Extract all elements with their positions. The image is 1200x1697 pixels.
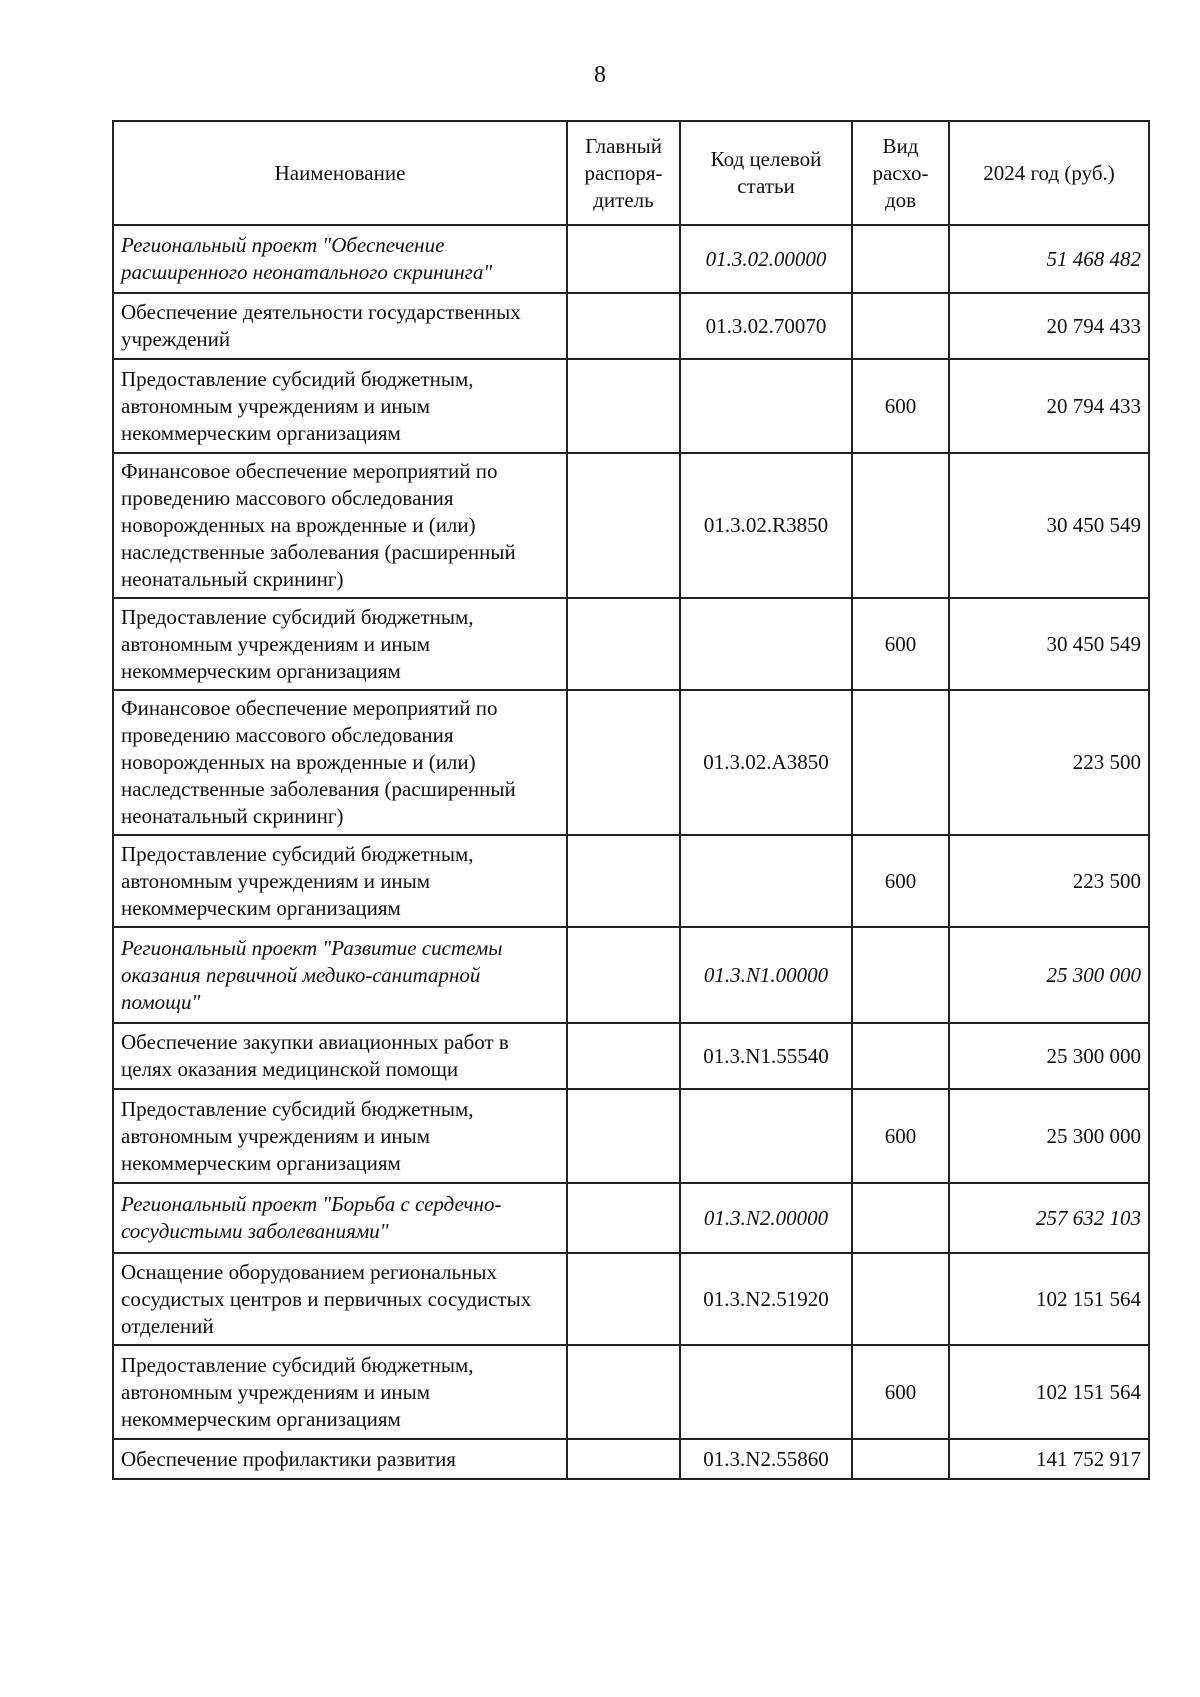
row-code-cell xyxy=(680,1345,852,1439)
row-main-manager-cell xyxy=(567,1089,680,1183)
table-header-row xyxy=(113,121,1149,225)
row-code-cell: 01.3.02.R3850 xyxy=(680,453,852,598)
row-amount-cell: 20 794 433 xyxy=(949,359,1149,453)
row-amount-cell: 223 500 xyxy=(949,835,1149,927)
row-amount-cell: 30 450 549 xyxy=(949,598,1149,690)
row-amount-cell: 51 468 482 xyxy=(949,225,1149,293)
row-code-cell xyxy=(680,598,852,690)
row-main-manager-cell xyxy=(567,1023,680,1089)
row-code-cell xyxy=(680,835,852,927)
header-main-manager: Главный распоря-дитель xyxy=(567,121,680,225)
row-main-manager-cell xyxy=(567,690,680,835)
table-row xyxy=(113,225,1149,293)
row-main-manager-cell xyxy=(567,927,680,1023)
table-body xyxy=(113,225,1149,1479)
table-row xyxy=(113,453,1149,598)
row-expense-type-cell xyxy=(852,293,949,359)
row-main-manager-cell xyxy=(567,598,680,690)
table-row xyxy=(113,598,1149,690)
row-expense-type-cell xyxy=(852,1183,949,1253)
row-code-cell xyxy=(680,1089,852,1183)
header-name: Наименование xyxy=(113,121,567,225)
row-main-manager-cell xyxy=(567,1345,680,1439)
row-amount-cell: 25 300 000 xyxy=(949,927,1149,1023)
table-row xyxy=(113,1345,1149,1439)
row-expense-type-cell: 600 xyxy=(852,1345,949,1439)
row-main-manager-cell xyxy=(567,835,680,927)
row-name-cell: Обеспечение деятельности государственных учреждений xyxy=(113,293,567,359)
row-main-manager-cell xyxy=(567,1253,680,1345)
row-code-cell: 01.3.N2.00000 xyxy=(680,1183,852,1253)
row-amount-cell: 30 450 549 xyxy=(949,453,1149,598)
row-name-cell: Предоставление субсидий бюджетным, автономным учреждениям и иным некоммерческим организациям xyxy=(113,1089,567,1183)
row-code-cell: 01.3.N1.55540 xyxy=(680,1023,852,1089)
row-amount-cell: 257 632 103 xyxy=(949,1183,1149,1253)
row-name-cell: Предоставление субсидий бюджетным, автономным учреждениям и иным некоммерческим организациям xyxy=(113,359,567,453)
row-name-cell: Обеспечение профилактики развития xyxy=(113,1439,567,1479)
row-code-cell: 01.3.N1.00000 xyxy=(680,927,852,1023)
row-amount-cell: 102 151 564 xyxy=(949,1253,1149,1345)
row-name-cell: Финансовое обеспечение мероприятий по проведению массового обследования новорожденных на врожденные и (или) наследственные заболевания (расширенный неонатальный скрининг) xyxy=(113,453,567,598)
row-code-cell xyxy=(680,359,852,453)
row-code-cell: 01.3.02.70070 xyxy=(680,293,852,359)
row-expense-type-cell xyxy=(852,453,949,598)
row-code-cell: 01.3.N2.51920 xyxy=(680,1253,852,1345)
row-main-manager-cell xyxy=(567,1439,680,1479)
row-code-cell: 01.3.02.00000 xyxy=(680,225,852,293)
row-name-cell: Финансовое обеспечение мероприятий по проведению массового обследования новорожденных на врожденные и (или) наследственные заболевания (расширенный неонатальный скрининг) xyxy=(113,690,567,835)
row-amount-cell: 141 752 917 xyxy=(949,1439,1149,1479)
row-amount-cell: 20 794 433 xyxy=(949,293,1149,359)
row-name-cell: Обеспечение закупки авиационных работ в целях оказания медицинской помощи xyxy=(113,1023,567,1089)
table-row xyxy=(113,1253,1149,1345)
row-expense-type-cell xyxy=(852,927,949,1023)
row-expense-type-cell: 600 xyxy=(852,835,949,927)
row-expense-type-cell: 600 xyxy=(852,359,949,453)
row-expense-type-cell xyxy=(852,1439,949,1479)
row-expense-type-cell xyxy=(852,1023,949,1089)
row-code-cell: 01.3.02.A3850 xyxy=(680,690,852,835)
table-row xyxy=(113,927,1149,1023)
header-expense-type: Вид расхо-дов xyxy=(852,121,949,225)
row-amount-cell: 102 151 564 xyxy=(949,1345,1149,1439)
row-main-manager-cell xyxy=(567,359,680,453)
table-row xyxy=(113,359,1149,453)
row-expense-type-cell: 600 xyxy=(852,598,949,690)
row-name-cell: Региональный проект "Развитие системы оказания первичной медико-санитарной помощи" xyxy=(113,927,567,1023)
row-name-cell: Предоставление субсидий бюджетным, автономным учреждениям и иным некоммерческим организациям xyxy=(113,1345,567,1439)
row-amount-cell: 25 300 000 xyxy=(949,1089,1149,1183)
row-main-manager-cell xyxy=(567,293,680,359)
table-row xyxy=(113,1089,1149,1183)
row-amount-cell: 223 500 xyxy=(949,690,1149,835)
row-name-cell: Предоставление субсидий бюджетным, автономным учреждениям и иным некоммерческим организациям xyxy=(113,835,567,927)
row-main-manager-cell xyxy=(567,1183,680,1253)
table-row xyxy=(113,293,1149,359)
table-row xyxy=(113,690,1149,835)
header-amount: 2024 год (руб.) xyxy=(949,121,1149,225)
row-name-cell: Региональный проект "Обеспечение расширенного неонатального скрининга" xyxy=(113,225,567,293)
row-code-cell: 01.3.N2.55860 xyxy=(680,1439,852,1479)
row-amount-cell: 25 300 000 xyxy=(949,1023,1149,1089)
budget-table xyxy=(112,120,1150,1480)
row-name-cell: Предоставление субсидий бюджетным, автономным учреждениям и иным некоммерческим организациям xyxy=(113,598,567,690)
table-row xyxy=(113,1439,1149,1479)
row-expense-type-cell: 600 xyxy=(852,1089,949,1183)
row-expense-type-cell xyxy=(852,690,949,835)
table-row xyxy=(113,835,1149,927)
table-row xyxy=(113,1023,1149,1089)
row-expense-type-cell xyxy=(852,225,949,293)
row-name-cell: Региональный проект "Борьба с сердечно-сосудистыми заболеваниями" xyxy=(113,1183,567,1253)
row-main-manager-cell xyxy=(567,225,680,293)
table-row xyxy=(113,1183,1149,1253)
page-number: 8 xyxy=(594,62,606,88)
row-main-manager-cell xyxy=(567,453,680,598)
row-expense-type-cell xyxy=(852,1253,949,1345)
header-target-code: Код целевой статьи xyxy=(680,121,852,225)
row-name-cell: Оснащение оборудованием региональных сосудистых центров и первичных сосудистых отделений xyxy=(113,1253,567,1345)
